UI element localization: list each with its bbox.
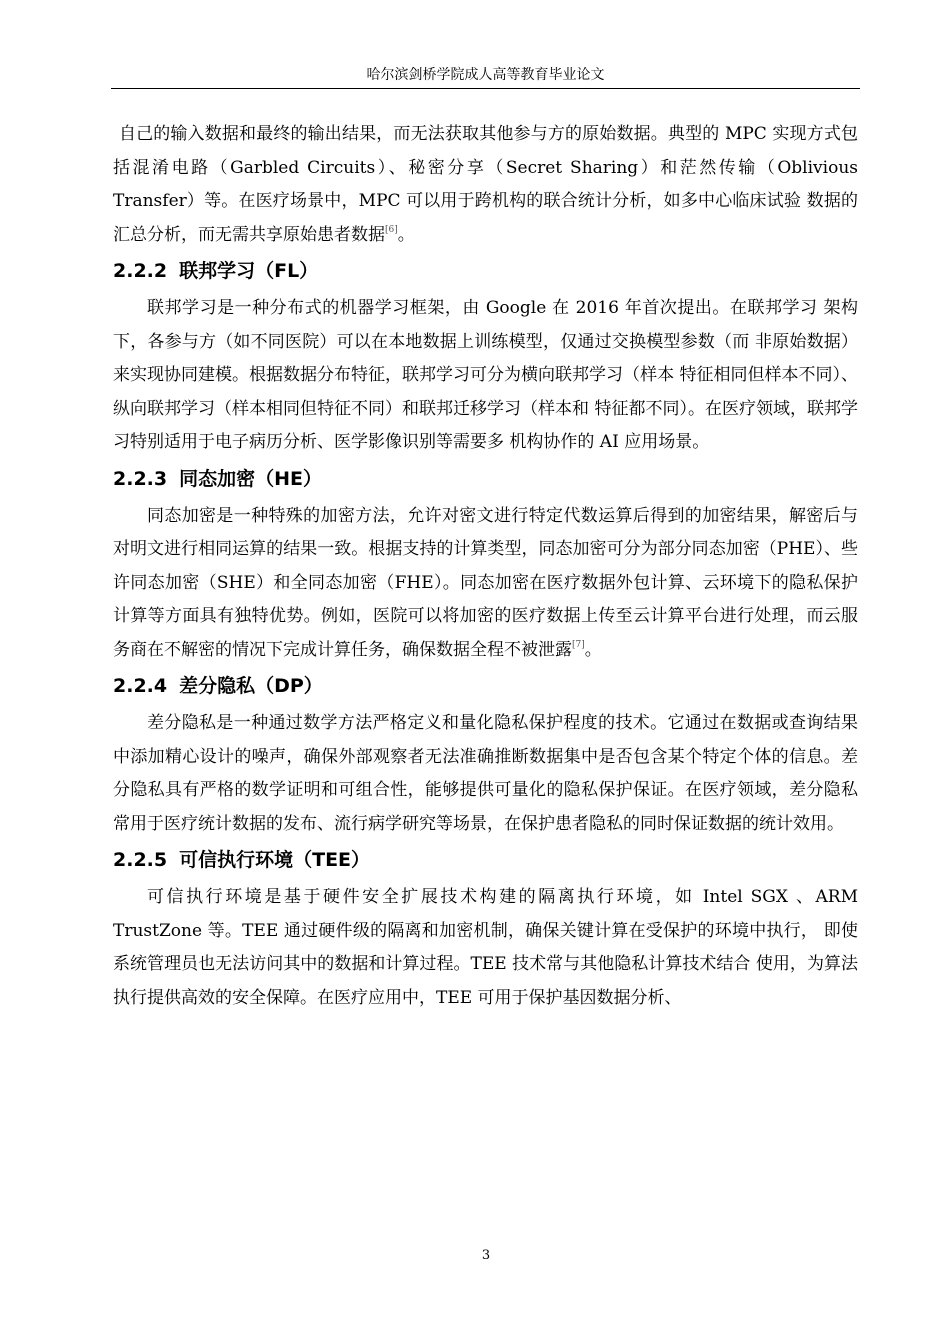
section-heading-federated-learning	[113, 252, 858, 292]
section-heading-homomorphic-encryption	[113, 460, 858, 500]
section-title: 可信执行环境（TEE）	[179, 849, 371, 871]
section-paragraph-end: 。	[584, 639, 602, 660]
intro-paragraph-text: 自己的输入数据和最终的输出结果，而无法获取其他参与方的原始数据。典型的 MPC 实现方式包括混淆电路（Garbled Circuits）、秘密分享（Secret Sharing）和茫然传输（Oblivious Transfer）等。在医疗场景中，MPC 可以用于跨机构的联合统计分析，如多中心临床试验 数据的汇总分析，而无需共享原始患者数据	[113, 124, 858, 245]
running-header: 哈尔滨剑桥学院成人高等教育毕业论文	[366, 67, 605, 83]
section-number: 2.2.3	[113, 467, 168, 490]
section-paragraph-text: 同态加密是一种特殊的加密方法，允许对密文进行特定代数运算后得到的加密结果，解密后与对明文进行相同运算的结果一致。根据支持的计算类型，同态加密可分为部分同态加密（PHE）、些许同态加密（SHE）和全同态加密（FHE）。同态加密在医疗数据外包计算、云环境下的隐私保护计算等方面具有独特优势。例如，医院可以将加密的医疗数据上传至云计算平台进行处理，而云服务商在不解密的情况下完成计算任务，确保数据全程不被泄露	[113, 505, 858, 660]
section-title: 同态加密（HE）	[179, 467, 322, 490]
page-body	[113, 118, 858, 1015]
section-title: 差分隐私（DP）	[179, 675, 323, 697]
section-title: 联邦学习（FL）	[179, 260, 319, 282]
header-divider	[111, 88, 860, 89]
section-heading-trusted-execution-environment	[113, 841, 858, 881]
intro-paragraph	[113, 118, 858, 252]
section-paragraph-homomorphic-encryption	[113, 500, 858, 668]
citation-7[interactable]: [7]	[572, 639, 585, 650]
page-number: 3	[481, 1248, 491, 1263]
section-paragraph-trusted-execution-environment: 可信执行环境是基于硬件安全扩展技术构建的隔离执行环境，如 Intel SGX 、ARM TrustZone 等。TEE 通过硬件级的隔离和加密机制，确保关键计算在受保护的环境中执行， 即使系统管理员也无法访问其中的数据和计算过程。TEE 技术常与其他隐私计算技术结合 使用，为算法执行提供高效的安全保障。在医疗应用中，TEE 可用于保护基因数据分析、	[113, 887, 858, 1008]
section-heading-differential-privacy	[113, 667, 858, 707]
section-paragraph-differential-privacy: 差分隐私是一种通过数学方法严格定义和量化隐私保护程度的技术。它通过在数据或查询结果中添加精心设计的噪声，确保外部观察者无法准确推断数据集中是否包含某个特定个体的信息。差分隐私具有严格的数学证明和可组合性，能够提供可量化的隐私保护保证。在医疗领域，差分隐私常用于医疗统计数据的发布、流行病学研究等场景，在保护患者隐私的同时保证数据的统计效用。	[113, 713, 858, 834]
intro-paragraph-end: 。	[397, 224, 415, 245]
section-paragraph-federated-learning: 联邦学习是一种分布式的机器学习框架，由 Google 在 2016 年首次提出。在联邦学习 架构下，各参与方（如不同医院）可以在本地数据上训练模型，仅通过交换模型参数（而 非原始数据）来实现协同建模。根据数据分布特征，联邦学习可分为横向联邦学习（样本 特征相同但样本不同）、纵向联邦学习（样本相同但特征不同）和联邦迁移学习（样本和 特征都不同）。在医疗领域，联邦学习特别适用于电子病历分析、医学影像识别等需要多 机构协作的 AI 应用场景。	[113, 298, 858, 452]
section-number: 2.2.5	[113, 849, 168, 871]
section-number: 2.2.2	[113, 260, 168, 282]
section-number: 2.2.4	[113, 675, 168, 697]
citation-6[interactable]: [6]	[385, 224, 398, 235]
